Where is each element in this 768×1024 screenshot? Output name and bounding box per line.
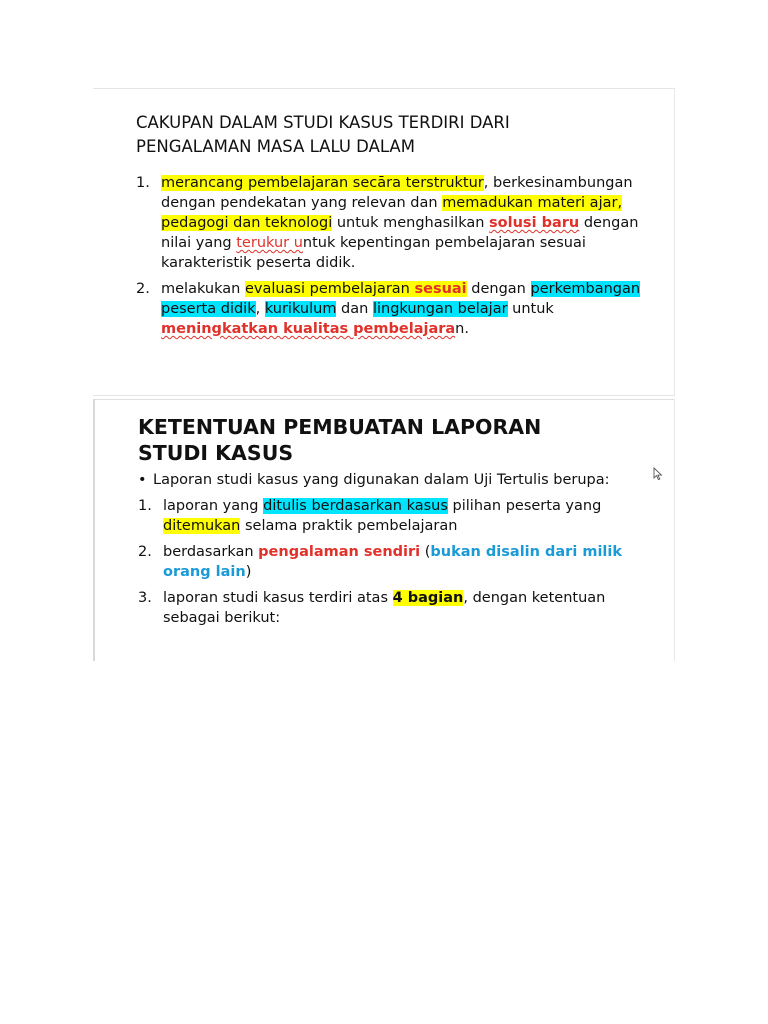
emphasis-red: pengalaman sendiri	[258, 544, 421, 560]
highlight-yellow: evaluasi pembelajaran	[244, 281, 415, 297]
highlight-yellow: memadukan materi ajar, pedagogi dan teknologi	[161, 195, 623, 231]
emphasis-blue: bukan disalin dari milik orang lain	[163, 544, 622, 580]
bullet-mark: •	[138, 472, 147, 488]
emphasis-red: meningkatkan kualitas pembelajara	[161, 321, 456, 337]
slide2-title: KETENTUAN PEMBUATAN LAPORAN STUDI KASUS	[138, 415, 542, 465]
slide1-list	[136, 173, 646, 345]
highlight-yellow: ditemukan	[163, 518, 241, 534]
highlight-cyan: ditulis berdasarkan kasus	[263, 498, 448, 514]
bullet-item: • Laporan studi kasus yang digunakan dalam Uji Tertulis berupa:	[138, 472, 610, 488]
emphasis-red: terukur u	[236, 235, 303, 251]
slide1-title: CAKUPAN DALAM STUDI KASUS TERDIRI DARI PENGALAMAN MASA LALU DALAM	[136, 113, 510, 156]
mouse-pointer-icon	[653, 467, 663, 481]
slide-cakupan-studi-kasus	[93, 88, 675, 396]
list-item: 2. melakukan evaluasi pembelajaran sesuai dengan perkembangan peserta didik, kurikulum dan lingkungan belajar untuk meningkatkan kualitas pembelajaran.	[136, 281, 641, 337]
highlight-yellow: 4 bagian	[392, 590, 464, 606]
slide-ketentuan-laporan	[93, 399, 675, 661]
highlight-yellow-red: sesuai	[414, 281, 467, 297]
list-item: 3. laporan studi kasus terdiri atas 4 bagian, dengan ketentuan sebagai berikut:	[138, 590, 606, 626]
list-item: 2. berdasarkan pengalaman sendiri (bukan disalin dari milik orang lain)	[138, 544, 622, 580]
highlight-cyan: perkembangan peserta didik	[161, 281, 641, 317]
highlight-cyan: kurikulum	[264, 301, 337, 317]
list-item: 1. laporan yang ditulis berdasarkan kasus pilihan peserta yang ditemukan selama praktik pembelajaran	[138, 498, 602, 534]
slide2-list	[138, 470, 648, 634]
list-item: 1. merancang pembelajaran secāra terstruktur, berkesinambungan dengan pendekatan yang relevan dan memadukan materi ajar, pedagogi dan teknologi untuk menghasilkan solusi baru dengan nilai yang terukur untuk kepentingan pembelajaran sesuai karakteristik peserta didik.	[136, 175, 639, 271]
emphasis-red: solusi baru	[489, 215, 580, 231]
highlight-yellow: merancang pembelajaran secāra terstruktur	[161, 175, 484, 191]
highlight-cyan: lingkungan belajar	[372, 301, 508, 317]
